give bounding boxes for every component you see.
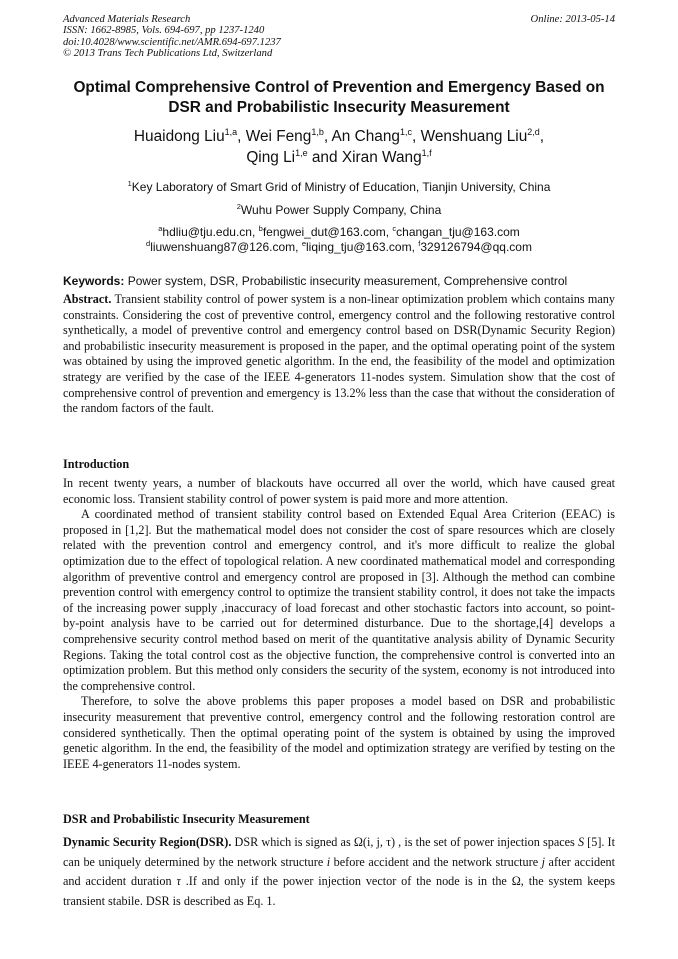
journal-name: Advanced Materials Research	[63, 14, 191, 25]
affiliation-text: Wuhu Power Supply Company, China	[240, 203, 442, 217]
author-affiliation-mark: 1,b	[311, 127, 324, 137]
math-symbol-tau: τ	[176, 874, 181, 888]
email-line-2	[40, 240, 638, 255]
keywords	[63, 274, 623, 288]
section-heading-dsr: DSR and Probabilistic Insecurity Measurement	[63, 812, 310, 826]
paragraph: Therefore, to solve the above problems this paper proposes a model based on DSR and probabilistic insecurity measurement that preventive control, emergency control and the following restoration control are considered synthetically. Then the optimal operating point of the system is obtained by using the improved genetic algorithm. In the end, the feasibility of the model and optimization strategy are verified by testing on the IEEE 4-generators 11-nodes system.	[63, 694, 615, 771]
email-address: 329126794@qq.com	[420, 239, 532, 254]
author-affiliation-mark: 2,d	[527, 127, 540, 137]
text-run: [5]. It can be uniquely determined by the network structure	[63, 835, 616, 869]
math-symbol-s: S	[577, 835, 585, 849]
email-mark: b	[258, 224, 263, 233]
author-name: Xiran Wang	[341, 149, 422, 166]
author-affiliation-mark: 1,f	[421, 148, 432, 158]
email-mark: d	[146, 238, 151, 248]
author-conjunction: and	[307, 149, 342, 166]
abstract-text: Transient stability control of power system is a non-linear optimization problem which contains many constraints. Considering the cost of preventive control, emergency control and the following restorative control synthetically, a model of preventive control and emergency control based on DSR(Dynamic Security Region) and probabilistic insecurity measurement is proposed in the paper, and the optimal operating point of the system was obtained by using the improved genetic algorithm. In the end, the feasibility of the model and optimization strategy are verified by the case of the IEEE 4-generators 11-nodes system. Simulation show that the cost of comprehensive control of prevention and emergency is 13.2% less than the case that without the consideration of the random factors of the fault.	[63, 292, 615, 416]
email-address: fengwei_dut@163.com,	[262, 225, 393, 239]
journal-header	[63, 14, 615, 59]
text-run: before accident and the network structure	[330, 854, 542, 869]
math-symbol-i: i	[326, 854, 331, 869]
email-mark: f	[418, 238, 421, 248]
affiliation-2	[40, 203, 638, 217]
paper-title	[40, 78, 638, 118]
author-affiliation-mark: 1,c	[400, 127, 413, 137]
paragraph: A coordinated method of transient stability control based on Extended Equal Area Criterion (EEAC) is proposed in [1,2]. But the mathematical model does not consider the cost of spare resources which are closely related with the prevention control and emergency control, and it's more difficult to realize the global optimization due to the effect of topological relation. A new coordinated mathematical model and corresponding algorithm of preventive control and emergency control are proposed in [3]. Although the method can combine prevention control with emergency control to optimize the transient stability control, it does not take the impacts of the increasing power supply ,inaccuracy of load forecast and other stochastic factors into account, so point-by-point analysis have to be carried out for determined disturbance. Due to the shortage,[4] develops a comprehensive security control method based on merit of the quantitative analysis ability of Dynamic Security Regions. Taking the total control cost as the objective function, the comprehensive control is converted into an optimization problem. But this method only considers the security of the system, economy is not introduced into the comprehensive control.	[63, 507, 615, 693]
text-run: after accident and accident duration	[63, 854, 615, 888]
author-affiliation-mark: 1,a	[224, 127, 238, 137]
title-line-2: DSR and Probabilistic Insecurity Measurement	[168, 99, 510, 116]
author-name: Wei Feng	[245, 128, 312, 145]
abstract-label: Abstract.	[63, 292, 112, 306]
abstract	[63, 292, 615, 417]
email-line-1	[40, 225, 638, 240]
author-name: Qing Li	[246, 149, 296, 166]
author-separator: ,	[323, 128, 332, 145]
math-symbol-j: j	[541, 854, 546, 869]
affiliation-1	[40, 180, 638, 194]
paragraph	[63, 833, 615, 911]
issn-line: ISSN: 1662-8985, Vols. 694-697, pp 1237-1240	[63, 25, 265, 37]
online-date: Online: 2013-05-14	[530, 14, 615, 25]
author-separator: ,	[412, 128, 421, 145]
text-run: DSR which is signed as	[231, 835, 354, 849]
author-line-1	[40, 126, 638, 147]
text-run: , the system keeps transient stabile. DSR is described as Eq. 1.	[63, 874, 616, 908]
subsection-label: Dynamic Security Region(DSR).	[63, 835, 232, 849]
paragraph: In recent twenty years, a number of blackouts have occurred all over the world, which have caused great economic loss. Transient stability control of power system is paid more and more attention.	[63, 476, 615, 506]
copyright-line: © 2013 Trans Tech Publications Ltd, Switzerland	[63, 47, 273, 59]
author-name: Huaidong Liu	[133, 128, 225, 145]
affiliation-mark: 2	[236, 202, 241, 211]
author-affiliation-mark: 1,e	[295, 148, 308, 158]
math-symbol-omega: Ω	[511, 874, 521, 888]
email-mark: c	[392, 224, 397, 233]
keywords-text: Power system, DSR, Probabilistic insecurity measurement, Comprehensive control	[124, 274, 568, 288]
text-run: , is the set of power injection spaces	[395, 835, 578, 849]
dsr-body	[63, 833, 615, 911]
introduction-body	[63, 476, 615, 772]
affiliation-text: Key Laboratory of Smart Grid of Ministry of Education, Tianjin University, China	[131, 180, 551, 194]
email-address: liuwenshuang87@126.com,	[150, 239, 302, 254]
doi-line: doi:10.4028/www.scientific.net/AMR.694-697.1237	[63, 36, 281, 48]
email-address: changan_tju@163.com	[396, 225, 520, 239]
email-address: liqing_tju@163.com,	[306, 239, 419, 254]
title-line-1: Optimal Comprehensive Control of Prevention and Emergency Based on	[73, 79, 605, 96]
email-mark: a	[158, 224, 163, 233]
affiliation-mark: 1	[127, 179, 132, 188]
keywords-label: Keywords:	[63, 274, 125, 288]
author-separator: ,	[237, 128, 246, 145]
text-run: .If and only if the power injection vector of the node is in the	[180, 874, 512, 888]
author-line-2	[40, 147, 638, 168]
section-heading-introduction: Introduction	[63, 457, 130, 471]
author-list	[40, 126, 638, 168]
math-omega-expression: Ω(i, j, τ)	[353, 835, 396, 849]
author-name: An Chang	[331, 128, 400, 145]
author-emails	[40, 225, 638, 254]
author-name: Wenshuang Liu	[420, 128, 528, 145]
email-address: hdliu@tju.edu.cn,	[162, 225, 259, 239]
email-mark: e	[301, 238, 306, 248]
author-separator: ,	[539, 128, 545, 145]
